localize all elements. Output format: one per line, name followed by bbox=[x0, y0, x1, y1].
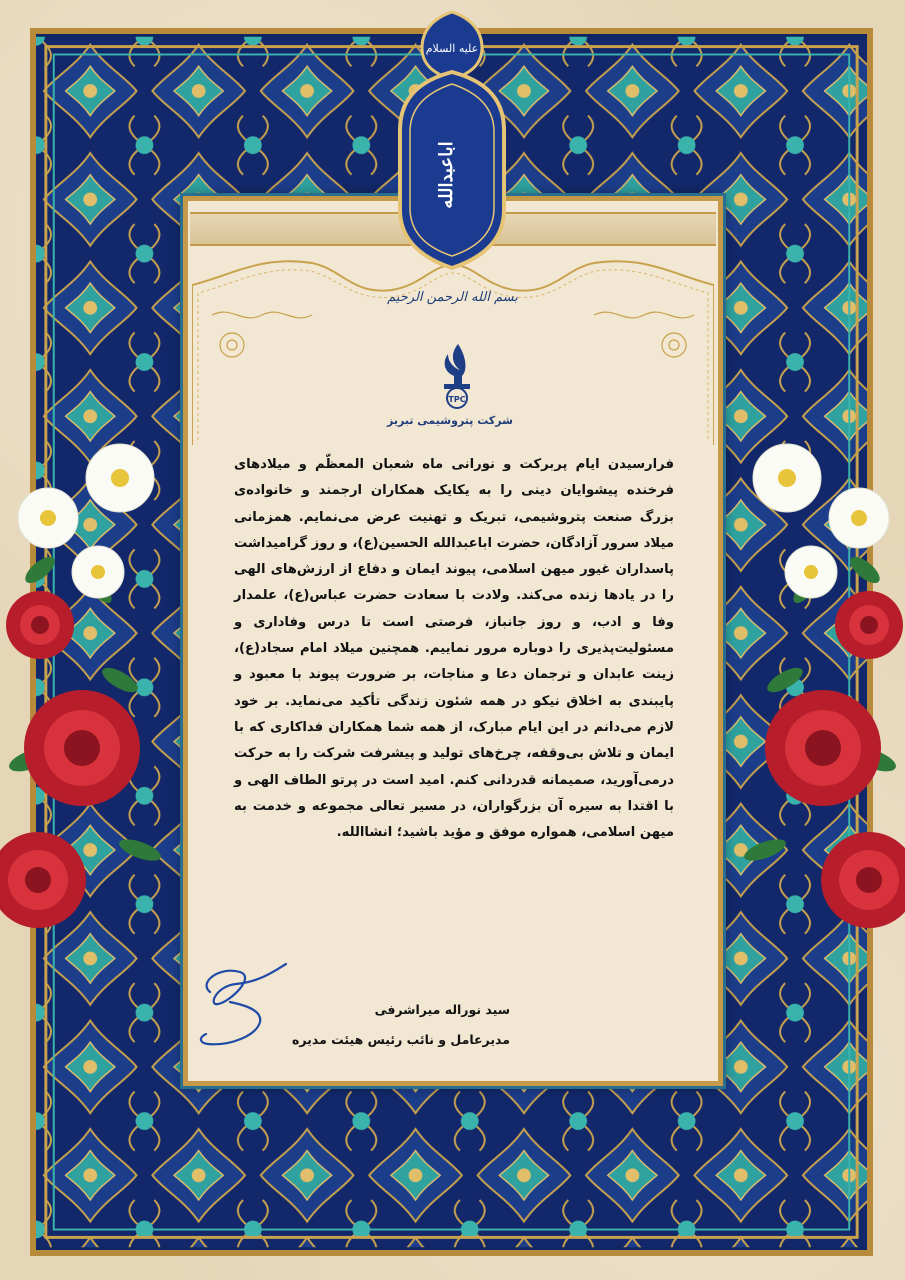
basmala-calligraphy: بسم الله الرحمن الرحیم bbox=[387, 290, 518, 305]
flowers-left bbox=[0, 430, 190, 950]
signer-name: سید نوراله میراشرفی bbox=[374, 1002, 510, 1017]
svg-text:TPC: TPC bbox=[448, 395, 466, 404]
svg-text:اباعبدالله: اباعبدالله bbox=[436, 141, 457, 209]
company-name: شرکت پتروشیمی تبریز bbox=[387, 414, 513, 427]
company-logo bbox=[432, 340, 478, 412]
signer-title: مدیرعامل و نائب رئیس هیئت مدیره bbox=[292, 1032, 510, 1047]
emblem-medallion bbox=[392, 10, 512, 272]
flowers-right bbox=[715, 430, 905, 950]
letter-body: فرارسیدن ایام پربرکت و نورانی ماه شعبان المعظّم و میلادهای فرخنده پیشوایان دینی را به یکایک همکاران ارجمند و خانواده‌ی بزرگ صنعت پتروشیمی، تبریک و تهنیت عرض می‌نمایم. همزمانی میلاد سرور آزادگان، حضرت اباعبدالله الحسین(ع)، و روز گرامیداشت پاسداران غیور میهن اسلامی، پیوند ایمان و دفاع از ارزش‌های الهی را در یادها زنده می‌کند. ولادت با سعادت حضرت عباس(ع)، علمدار وفا و ادب، و روز جانباز، فرصتی است تا درس وفاداری و مسئولیت‌پذیری را دوباره مرور نماییم. همچنین میلاد امام سجاد(ع)، زینت عابدان و ترجمان دعا و مناجات، بر ضرورت پیوند با معبود و پایبندی به اخلاق نیکو در همه شئون زندگی تأکید می‌نماید. بر خود لازم می‌دانم در این ایام مبارک، از همه شما همکاران فداکاری که با ایمان و تلاش بی‌وقفه، چرخ‌های تولید و پیشرفت شرکت را به حرکت درمی‌آورید، صمیمانه قدردانی کنم. امید است در پرتو الطاف الهی و با اقتدا به سیره آن بزرگواران، در مسیر تعالی مجموعه و خدمت به میهن اسلامی، همواره موفق و مؤید باشید؛ انشاالله. bbox=[234, 457, 674, 841]
svg-text:علیه السلام: علیه السلام bbox=[425, 42, 479, 55]
